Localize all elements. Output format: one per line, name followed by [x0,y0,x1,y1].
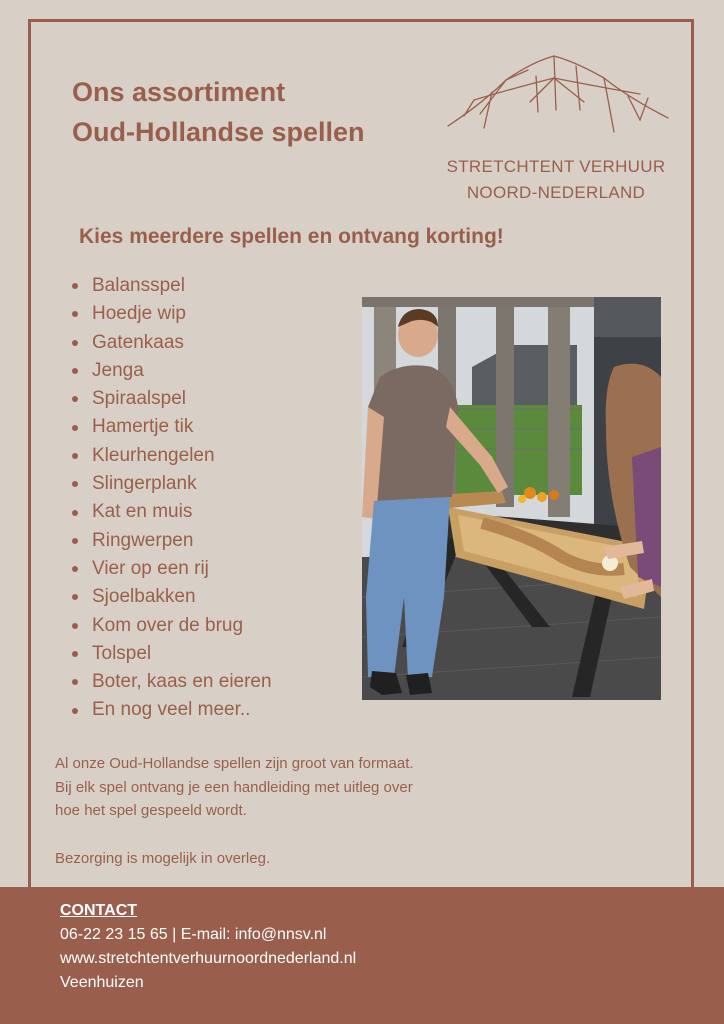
list-item: Tolspel [66,640,272,668]
title-line-2: Oud-Hollandse spellen [72,117,365,147]
game-photo [362,297,661,700]
brand-name [440,154,672,206]
list-item: Jenga [66,357,272,385]
list-item: Boter, kaas en eieren [66,668,272,696]
list-item: Balansspel [66,272,272,300]
list-item: Kleurhengelen [66,442,272,470]
contact-phone-email[interactable]: 06-22 23 15 65 | E-mail: info@nnsv.nl [60,926,327,943]
contact-website[interactable]: www.stretchtentverhuurnoordnederland.nl [60,950,357,967]
list-item: Sjoelbakken [66,583,272,611]
list-item: Hamertje tik [66,413,272,441]
list-item: Hoedje wip [66,300,272,328]
description-line-1: Al onze Oud-Hollandse spellen zijn groot van formaat. [55,755,414,772]
contact-footer [0,887,724,1024]
brand-line-2: NOORD-NEDERLAND [466,183,646,202]
description-line-2: Bij elk spel ontvang je een handleiding met uitleg over [55,778,413,796]
brand-line-1: STRETCHTENT VERHUUR [446,157,666,176]
page-title [72,72,365,152]
list-item: Ringwerpen [66,527,272,555]
list-item: Spiraalspel [66,385,272,413]
list-item: Gatenkaas [66,329,272,357]
delivery-note: Bezorging is mogelijk in overleg. [55,849,271,867]
list-item: En nog veel meer.. [66,696,272,724]
stretch-tent-icon [444,52,672,142]
list-item: Slingerplank [66,470,272,498]
title-line-1: Ons assortiment [72,77,286,107]
description-text [55,752,485,870]
discount-subtitle: Kies meerdere spellen en ontvang korting! [79,225,504,248]
list-item: Kom over de brug [66,612,272,640]
list-item: Vier op een rij [66,555,272,583]
contact-location: Veenhuizen [60,974,144,991]
games-list [66,272,272,725]
list-item: Kat en muis [66,498,272,526]
contact-heading: CONTACT [60,902,138,919]
description-line-3: hoe het spel gespeeld wordt. [55,802,247,819]
